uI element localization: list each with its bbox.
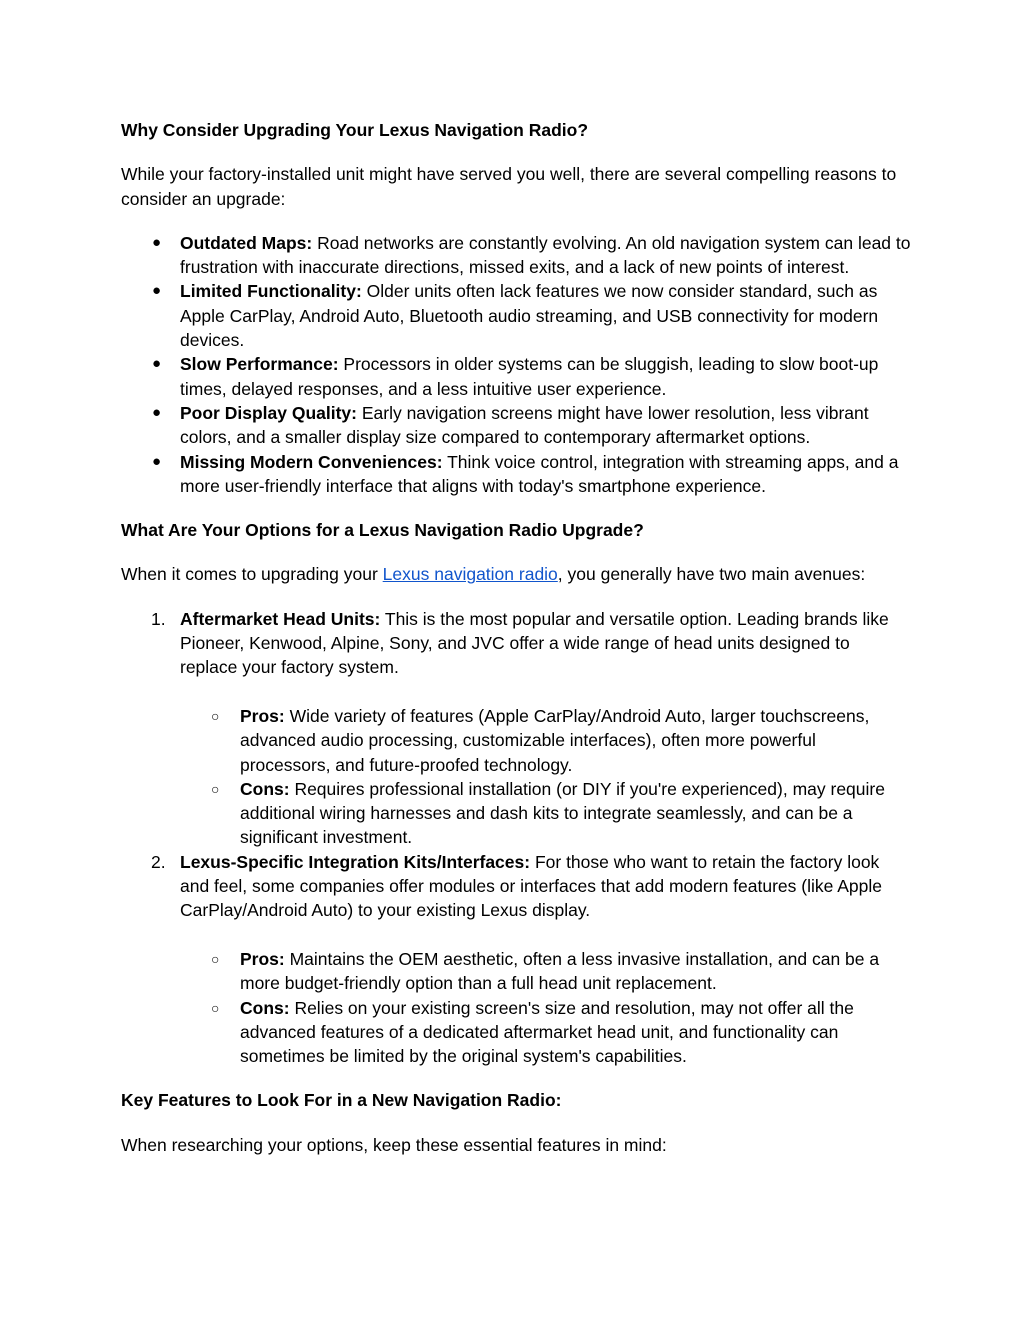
pros-item [121, 947, 911, 996]
section-heading-key-features: Key Features to Look For in a New Navigation Radio: [121, 1090, 562, 1111]
pros-label: Pros: [240, 948, 285, 969]
bullet-icon: ● [152, 233, 162, 251]
cons-label: Cons: [240, 997, 290, 1018]
options-list [121, 607, 911, 1069]
item-text: Think voice control, integration with streaming apps, and a more user-friendly interface that aligns with today's smartphone experience. [180, 451, 899, 496]
list-item [121, 352, 911, 401]
pros-label: Pros: [240, 705, 285, 726]
item-title: Slow Performance: [180, 354, 339, 375]
option-title: Lexus-Specific Integration Kits/Interfaces: [180, 851, 531, 872]
bullet-icon: ● [152, 452, 162, 470]
list-item [121, 450, 911, 499]
item-text: Older units often lack features we now consider standard, such as Apple CarPlay, Android Auto, Bluetooth audio streaming, and USB connectivity for modern devices. [180, 281, 879, 351]
bullet-icon: ● [152, 355, 162, 373]
section-intro-why-upgrade: While your factory-installed unit might have served you well, there are several compelling reasons to consider an upgrade: [121, 164, 897, 209]
pros-cons-list [180, 704, 911, 850]
intro-text-before: When it comes to upgrading your [121, 564, 383, 585]
circle-bullet-icon: ○ [211, 999, 220, 1016]
item-text: Processors in older systems can be sluggish, leading to slow boot-up times, delayed responses, and a less intuitive user experience. [180, 354, 879, 399]
cons-text: Requires professional installation (or DIY if you're experienced), may require additional wiring harnesses and dash kits to integrate seamlessly, and can be a significant investment. [240, 778, 885, 848]
section-heading-options: What Are Your Options for a Lexus Navigation Radio Upgrade? [121, 520, 644, 541]
cons-text: Relies on your existing screen's size and resolution, may not offer all the advanced features of a dedicated aftermarket head unit, and functionality can sometimes be limited by the original system's capabilities. [240, 997, 854, 1067]
pros-item [121, 704, 911, 777]
option-text: For those who want to retain the factory look and feel, some companies offer modules or interfaces that add modern features (like Apple CarPlay/Android Auto) to your existing Lexus display. [180, 851, 883, 921]
reasons-list [121, 231, 911, 498]
option-item-integration-kits [121, 850, 911, 1069]
item-title: Missing Modern Conveniences: [180, 451, 443, 472]
pros-text: Maintains the OEM aesthetic, often a less invasive installation, and can be a more budget-friendly option than a full head unit replacement. [240, 948, 880, 994]
item-text: Road networks are constantly evolving. An old navigation system can lead to frustration with inaccurate directions, missed exits, and a lack of new points of interest. [180, 232, 911, 278]
section-intro-key-features: When researching your options, keep these essential features in mind: [121, 1134, 667, 1155]
bullet-icon: ● [152, 403, 162, 421]
option-item-aftermarket [121, 607, 911, 850]
circle-bullet-icon: ○ [211, 707, 220, 724]
list-item [121, 279, 911, 352]
item-title: Limited Functionality: [180, 281, 362, 302]
lexus-navigation-radio-link[interactable]: Lexus navigation radio [382, 564, 558, 585]
list-number: 2. [151, 851, 166, 872]
section-heading-why-upgrade: Why Consider Upgrading Your Lexus Navigation Radio? [121, 120, 589, 140]
pros-cons-list [180, 947, 911, 1068]
cons-item [121, 777, 911, 850]
intro-text-after: , you generally have two main avenues: [557, 564, 866, 585]
item-title: Poor Display Quality: [180, 402, 357, 423]
item-title: Outdated Maps: [180, 232, 313, 253]
list-item [121, 231, 911, 280]
option-title: Aftermarket Head Units: [180, 608, 381, 629]
circle-bullet-icon: ○ [211, 950, 220, 967]
cons-label: Cons: [240, 778, 290, 799]
list-item [121, 401, 911, 450]
pros-text: Wide variety of features (Apple CarPlay/Android Auto, larger touchscreens, advanced audio processing, customizable interfaces), often more powerful processors, and future-proofed technology. [240, 705, 870, 775]
option-text: This is the most popular and versatile option. Leading brands like Pioneer, Kenwood, Alpine, Sony, and JVC offer a wide range of head units designed to replace your factory system. [180, 608, 889, 678]
cons-item [121, 996, 911, 1069]
item-text: Early navigation screens might have lower resolution, less vibrant colors, and a smaller display size compared to contemporary aftermarket options. [180, 402, 869, 448]
document-page [121, 118, 911, 1157]
circle-bullet-icon: ○ [211, 780, 220, 797]
list-number: 1. [151, 608, 166, 629]
section-intro-options [121, 562, 911, 586]
bullet-icon: ● [152, 282, 162, 300]
